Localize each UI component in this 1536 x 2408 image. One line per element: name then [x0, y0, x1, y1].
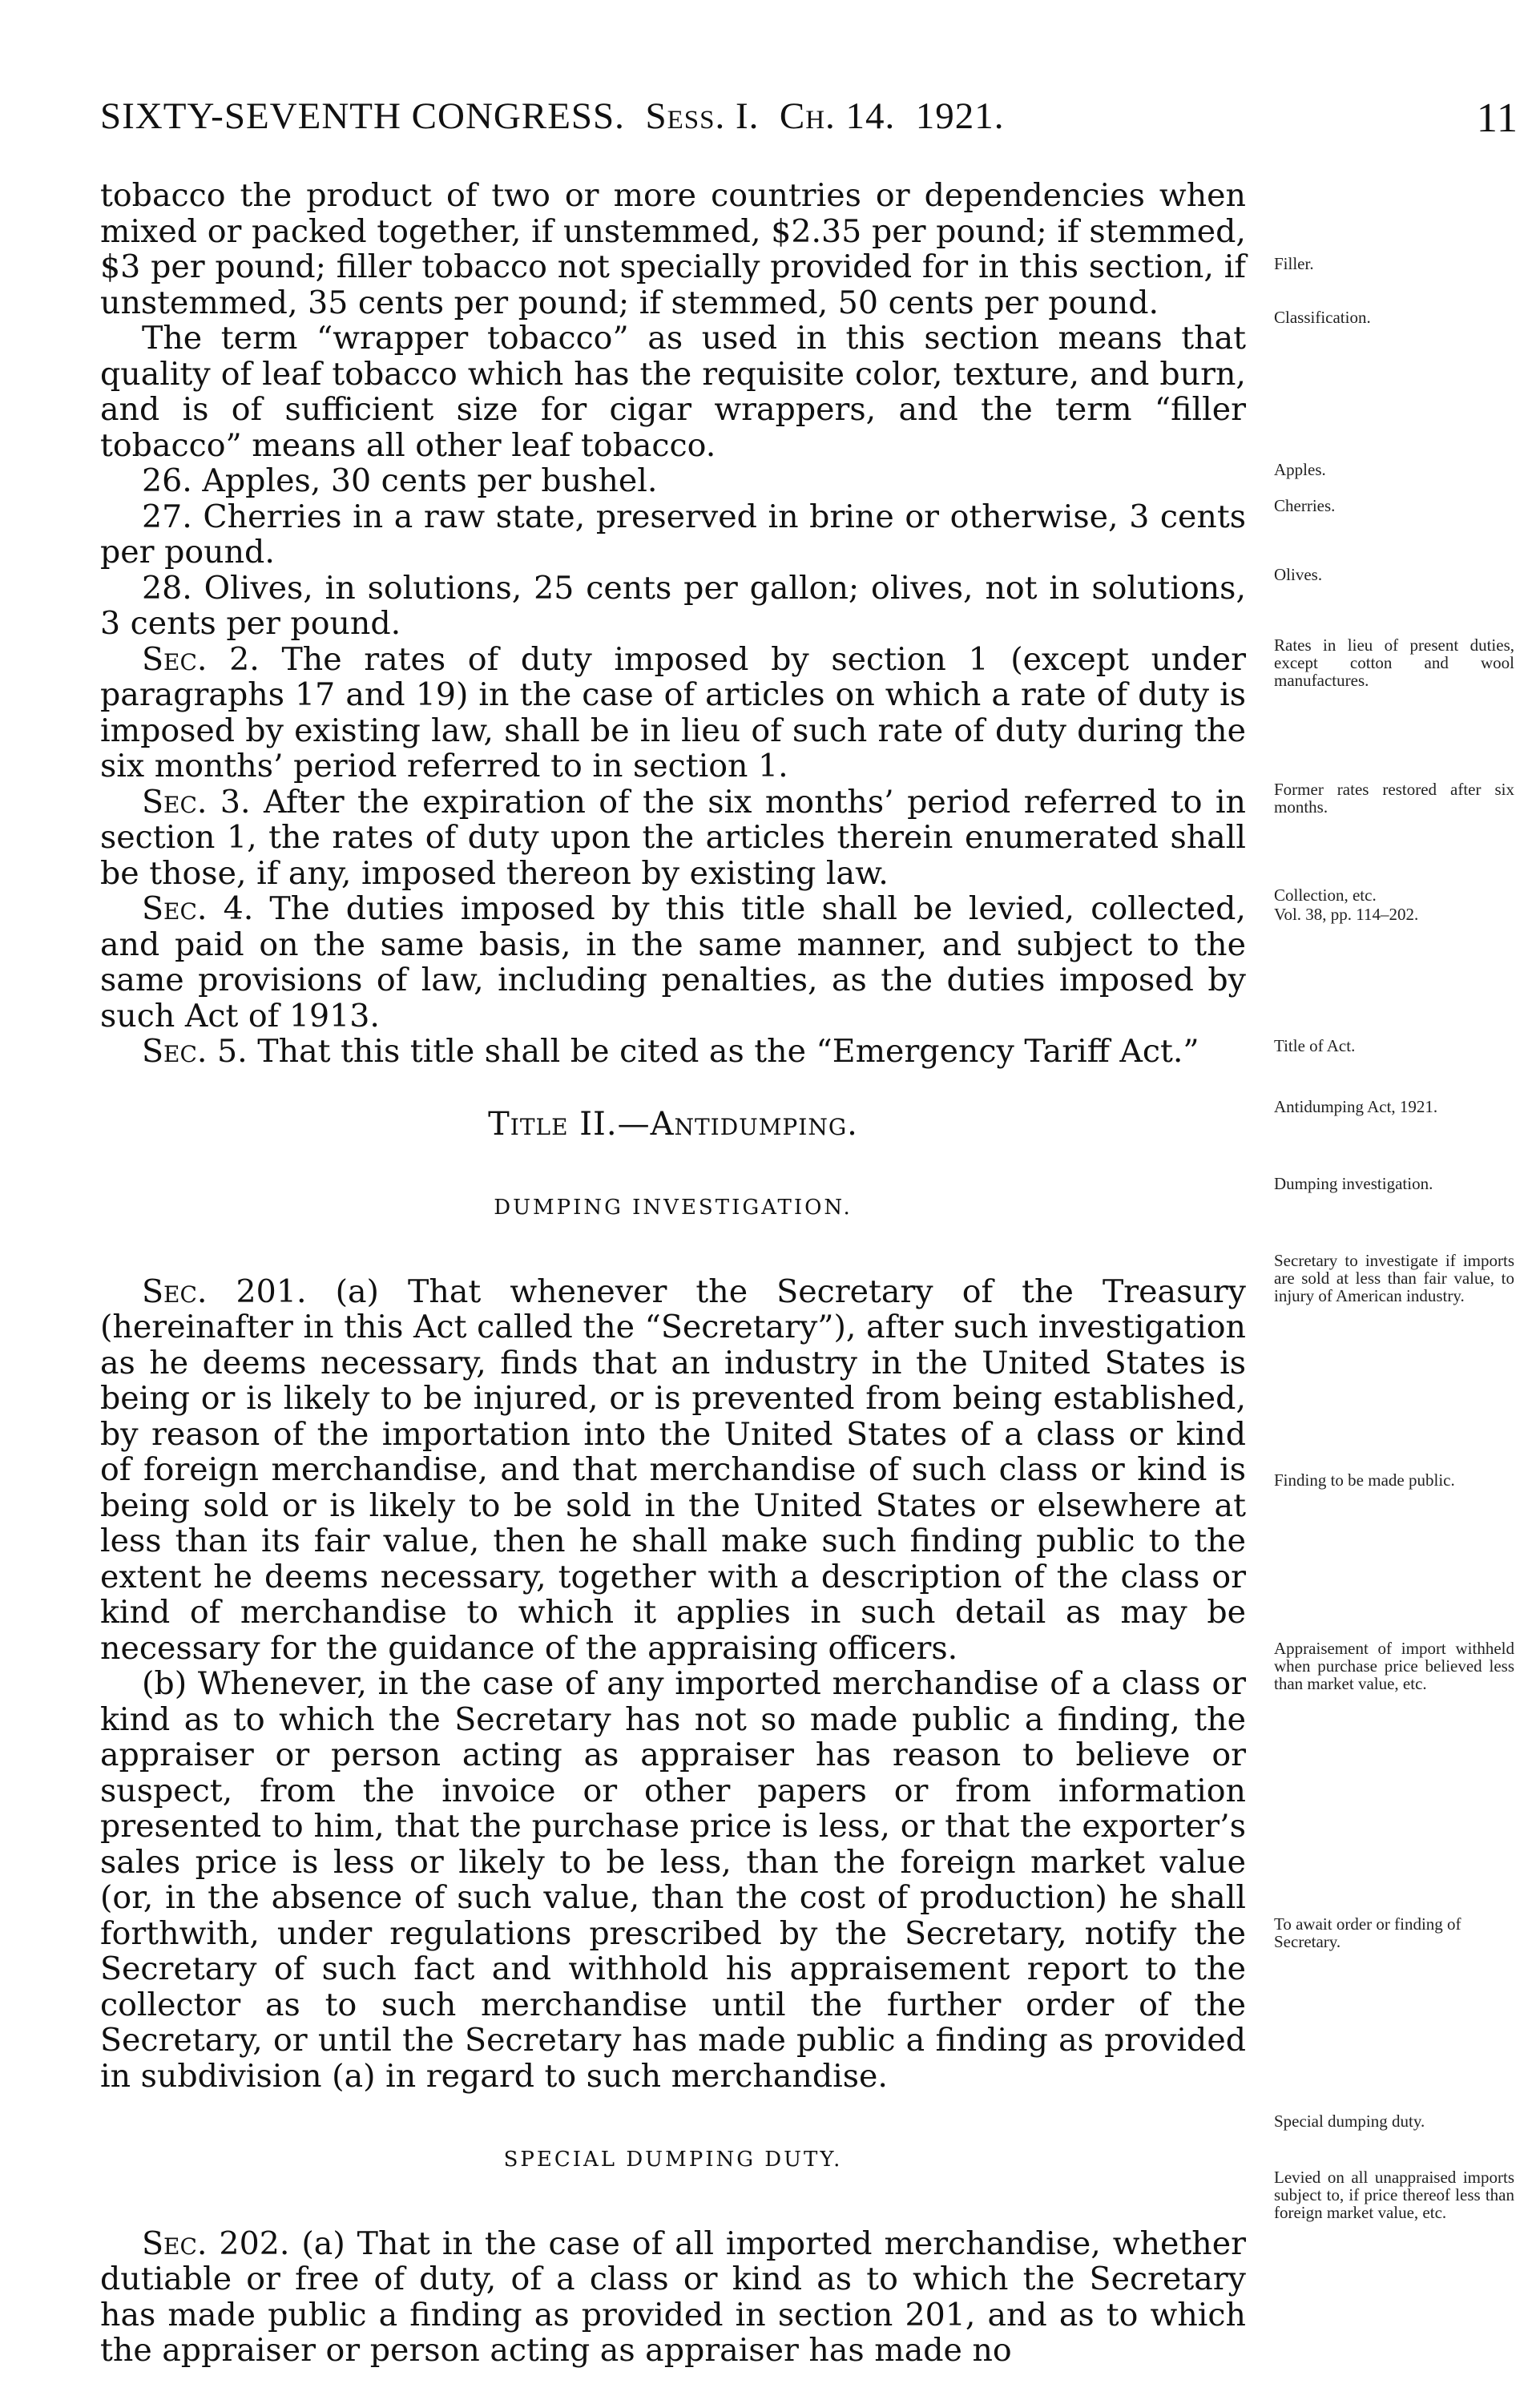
header-chapter: Ch. 14.	[779, 95, 896, 137]
margin-note-antidumping-act: Antidumping Act, 1921.	[1274, 1097, 1438, 1116]
margin-note-filler: Filler.	[1274, 254, 1314, 273]
margin-note-classification: Classification.	[1274, 308, 1371, 327]
section-5-text: That this title shall be cited as the “Emergency Tariff Act.”	[257, 1033, 1199, 1070]
header-session: Sess. I.	[645, 95, 760, 137]
section-4-label: Sec. 4.	[142, 890, 254, 927]
margin-note-secretary-investigate: Secretary to investigate if imports are sold at less than fair value, to injury of American industry.	[1274, 1251, 1514, 1305]
paragraph-apples: 26. Apples, 30 cents per bushel.	[142, 462, 658, 499]
header-title	[100, 95, 1005, 138]
margin-note-special-dumping-duty: Special dumping duty.	[1274, 2112, 1425, 2131]
header-congress: SIXTY-SEVENTH CONGRESS.	[100, 95, 625, 137]
margin-note-finding-public: Finding to be made public.	[1274, 1470, 1455, 1490]
section-201b: (b) Whenever, in the case of any imported merchandise of a class or kind as to which the Secretary has not so made public a finding, the appraiser or person acting as appraiser has reason to believe or suspect, from the invoice or other papers or from information presented to him, that the purchase price is less, or that the exporter’s sales price is less or likely to be less, than the foreign market value (or, in the absence of such value, than the cost of production) he shall forthwith, under regulations prescribed by the Secretary, notify the Secretary of such fact and withhold his appraisement report to the collector as to such merchandise until the further order of the Secretary, or until the Secretary has made public a finding as provided in subdivision (a) in regard to such merchandise.	[100, 1665, 1246, 2095]
main-text	[100, 178, 1246, 2369]
running-header	[100, 95, 1518, 159]
margin-note-olives: Olives.	[1274, 565, 1323, 584]
section-202a	[100, 2226, 1246, 2369]
subheading-special-dumping-duty: SPECIAL DUMPING DUTY.	[503, 2148, 843, 2172]
section-4	[100, 891, 1246, 1034]
header-year: 1921.	[915, 95, 1005, 137]
section-3-text: After the expiration of the six months’ period referred to in section 1, the rates of duty upon the articles therein enumerated shall be those, if any, imposed thereon by existing law.	[100, 783, 1246, 892]
section-2-text: The rates of duty imposed by section 1 (except under paragraphs 17 and 19) in the case of articles on which a rate of duty is imposed by existing law, shall be in lieu of such rate of duty during the six months’ period referred to in section 1.	[100, 640, 1246, 785]
section-201-label: Sec. 201.	[142, 1273, 307, 1310]
section-5	[100, 1034, 1246, 1070]
section-4-text: The duties imposed by this title shall be levied, collected, and paid on the same basis, in the same manner, and subject to the same provisions of law, including penalties, as the duties imposed by such Act of 1913.	[100, 890, 1246, 1035]
section-5-label: Sec. 5.	[142, 1033, 248, 1070]
page-number: 11	[1476, 95, 1518, 141]
margin-note-levied-unappraised: Levied on all unappraised imports subject to, if price thereof less than foreign market value, etc.	[1274, 2168, 1514, 2222]
paragraph-wrapper-definition: The term “wrapper tobacco” as used in this section means that quality of leaf tobacco which has the requisite color, texture, and burn, and is of sufficient size for cigar wrappers, and the term “filler tobacco” means all other leaf tobacco.	[100, 320, 1246, 464]
section-2	[100, 642, 1246, 785]
section-201a-text: (a) That whenever the Secretary of the Treasury (hereinafter in this Act called the “Secretary”), after such investigation as he deems necessary, finds that an industry in the United States is being or is likely to be injured, or is prevented from being established, by reason of the importation into the United States of a class or kind of foreign merchandise, and that merchandise of such class or kind is being sold or is likely to be sold in the United States or elsewhere at less than its fair value, then he shall make such finding public to the extent he deems necessary, together with a description of the class or kind of merchandise to which it applies in such detail as may be necessary for the guidance of the appraising officers.	[100, 1273, 1247, 1667]
subheading-dumping-investigation: DUMPING INVESTIGATION.	[494, 1196, 853, 1220]
margin-note-former-rates: Former rates restored after six months.	[1274, 780, 1514, 817]
section-201a	[100, 1274, 1246, 1667]
title-ii-heading: Title II.—Antidumping.	[488, 1105, 858, 1143]
section-202a-text: (a) That in the case of all imported merchandise, whether dutiable or free of duty, of a class or kind as to which the Secretary has made public a finding as provided in section 201, and as to which the appraiser or person acting as appraiser has made no	[100, 2224, 1246, 2369]
margin-note-cherries: Cherries.	[1274, 496, 1336, 515]
paragraph-tobacco-rates: tobacco the product of two or more countries or dependencies when mixed or packed together, if unstemmed, $2.35 per pound; if stemmed, $3 per pound; filler tobacco not specially provided for in this section, if unstemmed, 35 cents per pound; if stemmed, 50 cents per pound.	[100, 177, 1246, 321]
section-2-label: Sec. 2.	[142, 640, 260, 678]
margin-note-await-order: To await order or finding of Secretary.	[1274, 1914, 1461, 1951]
paragraph-cherries: 27. Cherries in a raw state, preserved in brine or otherwise, 3 cents per pound.	[100, 498, 1246, 571]
section-3	[100, 785, 1246, 892]
margin-note-dumping-investigation: Dumping investigation.	[1274, 1174, 1433, 1193]
margin-note-apples: Apples.	[1274, 460, 1326, 479]
margin-note-vol-reference: Vol. 38, pp. 114–202.	[1274, 905, 1419, 924]
margin-note-collection: Collection, etc.	[1274, 885, 1377, 905]
margin-note-rates-in-lieu: Rates in lieu of present duties, except cotton and wool manufactures.	[1274, 635, 1514, 690]
section-3-label: Sec. 3.	[142, 783, 251, 821]
margin-note-title-of-act: Title of Act.	[1274, 1036, 1356, 1055]
margin-note-appraisement-withheld: Appraisement of import withheld when purchase price believed less than market value, etc.	[1274, 1639, 1514, 1693]
paragraph-olives: 28. Olives, in solutions, 25 cents per gallon; olives, not in solutions, 3 cents per pound.	[100, 569, 1246, 642]
section-202-label: Sec. 202.	[142, 2224, 290, 2262]
